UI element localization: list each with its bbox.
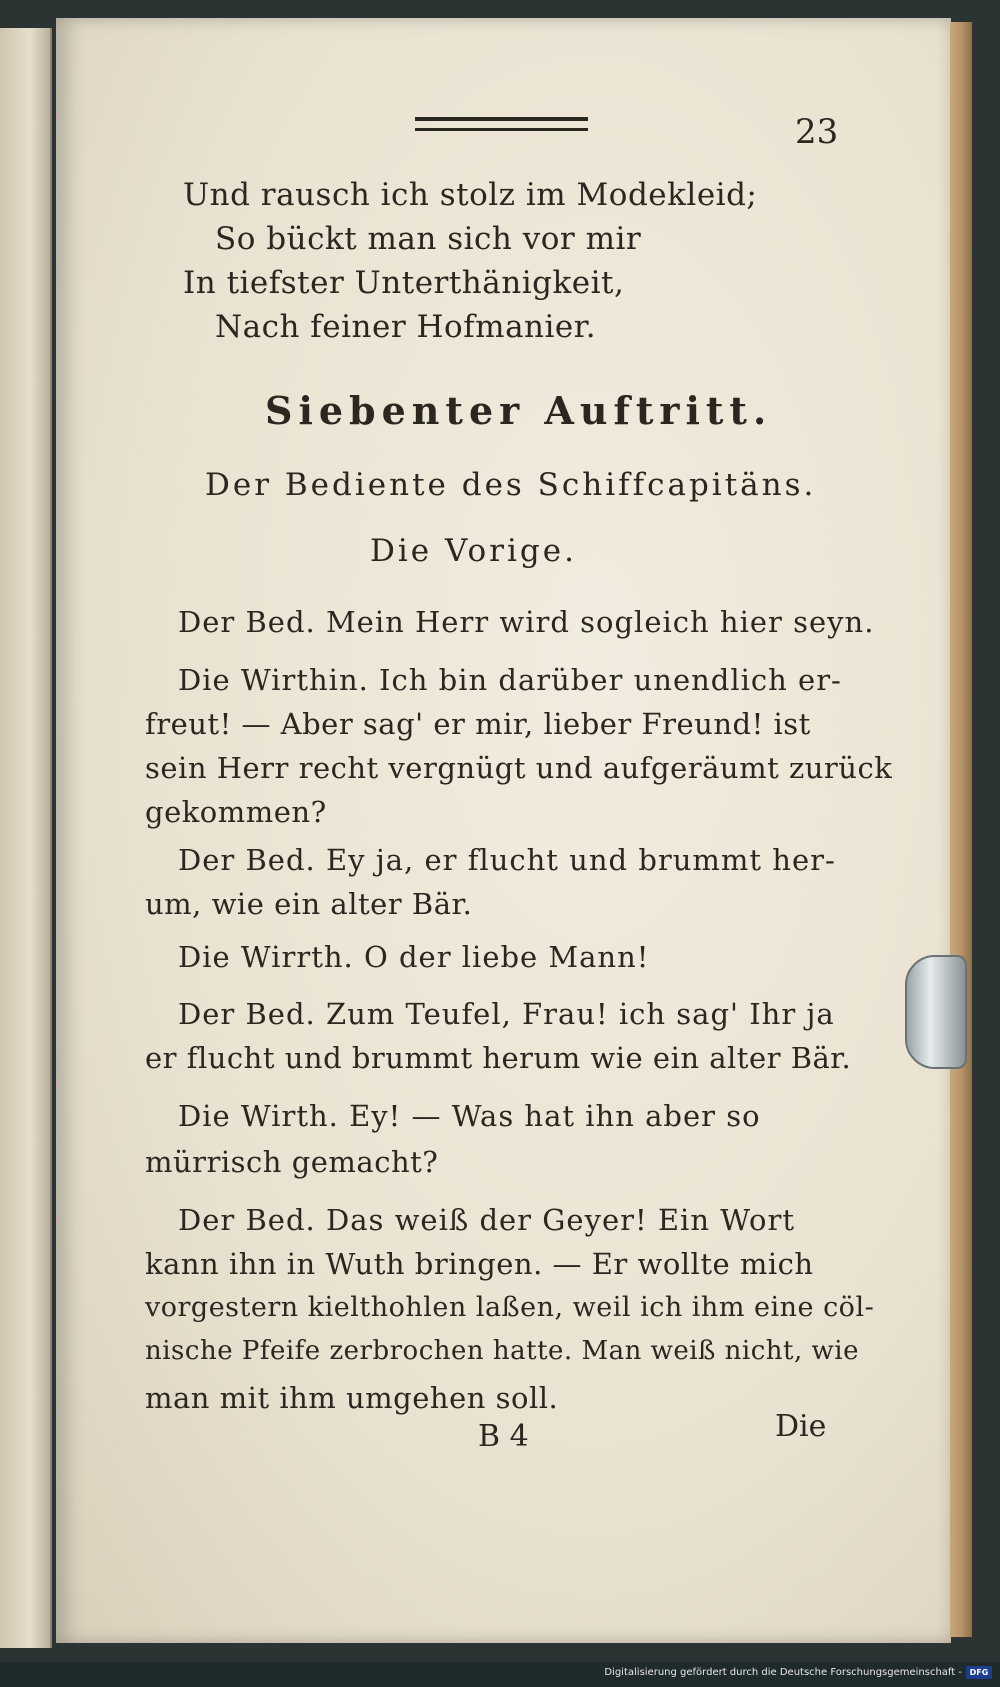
scene-title: Siebenter Auftritt. [265,388,773,433]
dialogue-line: Die Wirth. Ey! — Was hat ihn aber so [178,1099,761,1133]
dialogue-line: Die Wirthin. Ich bin darüber unendlich er- [178,663,842,697]
dialogue-line: vorgestern kielthohlen laßen, weil ich ihm eine cöl- [145,1292,875,1323]
dialogue-line: um, wie ein alter Bär. [145,887,473,921]
dialogue-line: kann ihn in Wuth bringen. — Er wollte mich [145,1247,814,1281]
verse-line-1: Und rausch ich stolz im Modekleid; [183,177,758,213]
verse-line-2: So bückt man sich vor mir [215,221,642,257]
digitization-credit [604,1666,992,1679]
dialogue-line: freut! — Aber sag' er mir, lieber Freund! ist [145,707,811,741]
dialogue-line: er flucht und brummt herum wie ein alter Bär. [145,1041,852,1075]
dfg-logo-icon: DFG [966,1666,992,1679]
header-rule [415,117,588,131]
dialogue-line: Der Bed. Mein Herr wird sogleich hier seyn. [178,605,875,639]
page-clip [905,955,967,1069]
dialogue-line: Der Bed. Ey ja, er flucht und brummt her- [178,843,836,877]
verse-line-3: In tiefster Unterthänigkeit, [183,265,625,301]
dialogue-line: nische Pfeife zerbrochen hatte. Man weiß nicht, wie [145,1336,859,1366]
signature-mark: B 4 [478,1419,529,1454]
dialogue-line: mürrisch gemacht? [145,1145,439,1179]
dialogue-line: Die Wirrth. O der liebe Mann! [178,940,650,974]
dialogue-line: sein Herr recht vergnügt und aufgeräumt zurück [145,751,893,785]
catchword: Die [775,1409,827,1444]
dialogue-line: Der Bed. Das weiß der Geyer! Ein Wort [178,1203,796,1237]
page-block-edge [950,22,972,1637]
page-number: 23 [795,112,839,152]
left-page-edge [0,28,52,1648]
scene-others: Die Vorige. [370,533,577,569]
scene-characters: Der Bediente des Schiffcapitäns. [205,467,817,503]
dialogue-line: Der Bed. Zum Teufel, Frau! ich sag' Ihr ja [178,997,835,1031]
verse-line-4: Nach feiner Hofmanier. [215,309,597,345]
dialogue-line: gekommen? [145,795,327,829]
credit-text: Digitalisierung gefördert durch die Deutsche Forschungsgemeinschaft - [604,1667,962,1678]
dialogue-line: man mit ihm umgehen soll. [145,1381,559,1415]
